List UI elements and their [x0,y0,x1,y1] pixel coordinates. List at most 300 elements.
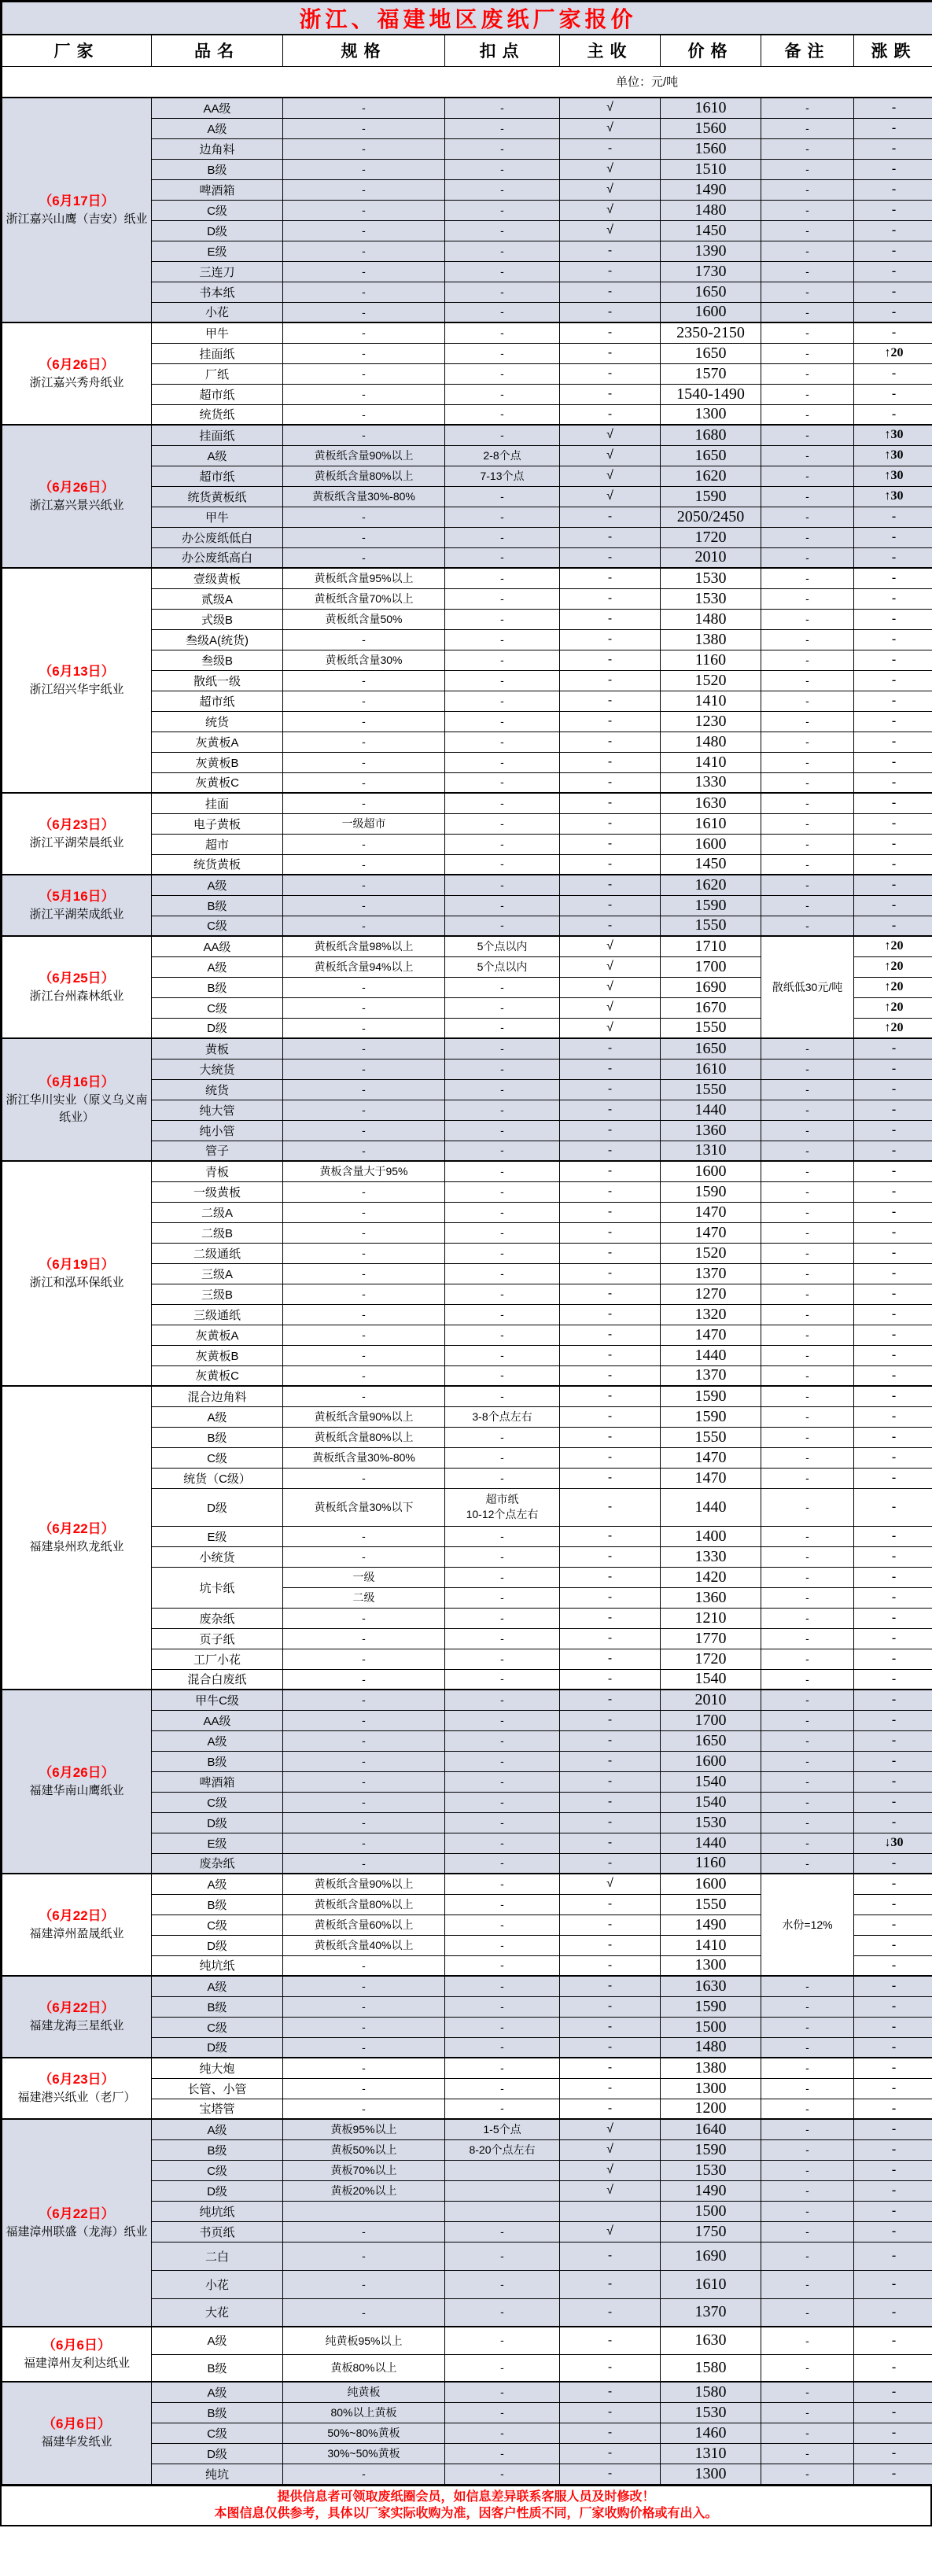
spec-cell: - [283,404,445,425]
deduction-cell: - [445,1468,560,1488]
factory-section [2,2382,932,2484]
price-cell: 1490 [661,179,761,200]
deduction-cell: - [445,2058,560,2078]
product-cell: 纯坑纸 [152,1955,283,1976]
note-cell: - [761,1567,854,1587]
note-cell: - [761,752,854,772]
factory-cell [2,1161,152,1386]
factory-date: （6月16日） [39,1074,115,1089]
product-cell: 长管、小管 [152,2078,283,2099]
product-cell: C级 [152,1914,283,1935]
deduction-cell: - [445,1526,560,1546]
spec-cell: - [283,118,445,138]
main-collect-cell: - [560,793,661,813]
product-cell: 甲牛 [152,322,283,343]
note-cell: - [761,486,854,507]
product-cell: B级 [152,977,283,997]
price-change-cell: - [854,1669,932,1690]
note-cell: - [761,98,854,118]
product-cell: 小统货 [152,1546,283,1567]
price-change-cell: - [854,1792,932,1812]
product-cell: E级 [152,1833,283,1853]
spec-cell: - [283,977,445,997]
deduction-cell: - [445,1386,560,1406]
price-cell: 1700 [661,1710,761,1730]
price-cell: 1480 [661,732,761,752]
note-cell: - [761,1079,854,1100]
factory-name: 浙江绍兴华宇纸业 [29,683,124,696]
main-collect-cell: - [560,547,661,568]
price-change-cell: - [854,1628,932,1649]
deduction-cell: - [445,1669,560,1690]
product-cell: B级 [152,1894,283,1914]
product-cell: D级 [152,1935,283,1955]
price-change-cell: - [854,1447,932,1468]
deduction-cell: - [445,2017,560,2037]
note-cell: - [761,1386,854,1406]
main-collect-cell: - [560,2099,661,2119]
price-change-cell: ↑20 [854,343,932,363]
spec-cell: - [283,363,445,384]
price-change-cell: - [854,1263,932,1284]
spec-cell: 一级 [283,1567,445,1587]
factory-date: （6月17日） [39,193,115,208]
note-cell: - [761,2382,854,2402]
product-cell: B级 [152,2139,283,2160]
product-cell: 灰黄板C [152,772,283,793]
deduction-cell: - [445,2327,560,2354]
price-change-cell: - [854,916,932,936]
note-cell: - [761,1587,854,1608]
price-cell: 1590 [661,1181,761,1202]
factory-name: 浙江嘉兴景兴纸业 [29,499,124,512]
price-change-cell: - [854,118,932,138]
price-change-cell: - [854,1587,932,1608]
price-cell: 1540 [661,1669,761,1690]
note-cell: - [761,2160,854,2180]
spec-cell: - [283,793,445,813]
product-cell: 统货纸 [152,404,283,425]
deduction-cell: - [445,2221,560,2242]
price-cell: 1470 [661,1325,761,1345]
main-collect-cell: - [560,1730,661,1751]
spec-cell: - [283,1853,445,1874]
main-collect-cell: √ [560,200,661,220]
spec-cell: - [283,2099,445,2119]
spec-cell: 黄板纸含量30%-80% [283,1447,445,1468]
price-cell: 1540 [661,1792,761,1812]
price-change-cell: - [854,2327,932,2354]
spec-cell: - [283,916,445,936]
deduction-cell: - [445,1894,560,1914]
factory-name: 福建龙海三星纸业 [29,2019,124,2032]
spec-cell: 黄板纸含量80%以上 [283,466,445,486]
note-cell: - [761,1526,854,1546]
table-row [2,2058,932,2078]
column-header-product: 品名 [152,35,283,66]
spec-cell: 80%以上黄板 [283,2402,445,2423]
footer-notice [2,2485,930,2525]
factory-cell [2,875,152,936]
main-collect-cell: - [560,1284,661,1304]
price-change-cell: - [854,1222,932,1243]
factory-cell [2,936,152,1038]
note-cell: - [761,1771,854,1792]
price-change-cell: - [854,609,932,629]
product-cell: A级 [152,1874,283,1894]
price-cell: 1690 [661,977,761,997]
main-collect-cell: - [560,1526,661,1546]
unit-cell [2,66,932,98]
deduction-cell: - [445,1649,560,1669]
price-change-cell: - [854,507,932,527]
product-cell: E级 [152,1526,283,1546]
spec-cell: - [283,1833,445,1853]
table-row [2,875,932,895]
deduction-cell: - [445,261,560,282]
factory-name: 福建漳州联盛（龙海）纸业 [6,2225,148,2239]
factory-section [2,1690,932,1874]
product-cell: 废杂纸 [152,1853,283,1874]
price-cell: 1620 [661,875,761,895]
price-change-cell: - [854,1304,932,1325]
deduction-cell: - [445,2099,560,2119]
product-cell: 三级B [152,1284,283,1304]
product-cell: A级 [152,875,283,895]
note-cell: - [761,547,854,568]
product-cell: 管子 [152,1141,283,1161]
deduction-cell: - [445,1976,560,1996]
factory-cell [2,2119,152,2327]
product-cell: 宝塔管 [152,2099,283,2119]
main-collect-cell: - [560,1406,661,1427]
deduction-cell: - [445,1304,560,1325]
product-cell: D级 [152,2037,283,2058]
spec-cell: - [283,1365,445,1386]
main-collect-cell: - [560,138,661,159]
price-cell: 1360 [661,1120,761,1141]
deduction-cell: - [445,1587,560,1608]
main-collect-cell: - [560,1628,661,1649]
price-change-cell: - [854,2354,932,2382]
deduction-cell: - [445,384,560,404]
price-cell: 1550 [661,1427,761,1447]
product-cell: 统货黄板 [152,854,283,875]
spec-cell: 黄板80%以上 [283,2354,445,2382]
main-collect-cell: √ [560,220,661,241]
price-change-cell: - [854,2270,932,2298]
price-cell: 1310 [661,2443,761,2464]
product-cell: D级 [152,220,283,241]
price-change-cell: - [854,1874,932,1894]
spec-cell: - [283,1955,445,1976]
spec-cell: 黄板纸含量90%以上 [283,1406,445,1427]
note-cell: - [761,527,854,547]
main-collect-cell: - [560,322,661,343]
price-cell: 1440 [661,1833,761,1853]
price-cell: 1690 [661,2242,761,2270]
spec-cell: - [283,1771,445,1792]
product-cell: 叁级B [152,650,283,670]
note-cell: - [761,588,854,609]
column-header-deduction: 扣点 [445,35,560,66]
note-cell: - [761,2242,854,2270]
spec-cell: 一级超市 [283,813,445,834]
price-cell: 1420 [661,1567,761,1587]
note-cell: - [761,1669,854,1690]
deduction-cell: - [445,2464,560,2484]
factory-section [2,322,932,425]
note-cell: - [761,2139,854,2160]
product-cell: 甲牛 [152,507,283,527]
deduction-cell: - [445,220,560,241]
main-collect-cell: - [560,2298,661,2327]
note-cell: - [761,179,854,200]
price-change-cell: - [854,1100,932,1120]
price-cell: 1580 [661,2382,761,2402]
deduction-cell: - [445,1120,560,1141]
price-change-cell: ↑20 [854,997,932,1018]
product-cell: D级 [152,1812,283,1833]
price-change-cell: - [854,1812,932,1833]
price-change-cell: - [854,404,932,425]
price-change-cell: - [854,1526,932,1546]
price-change-cell: - [854,588,932,609]
price-cell: 1400 [661,1526,761,1546]
spec-cell: - [283,1263,445,1284]
main-collect-cell: - [560,1812,661,1833]
factory-cell [2,2058,152,2119]
deduction-cell: - [445,834,560,854]
main-collect-cell: - [560,261,661,282]
main-collect-cell: - [560,302,661,322]
price-cell: 1450 [661,220,761,241]
note-cell: - [761,425,854,445]
deduction-cell: - [445,1284,560,1304]
main-collect-cell: - [560,1996,661,2017]
note-cell: - [761,793,854,813]
main-collect-cell: - [560,609,661,629]
factory-section [2,2119,932,2327]
main-collect-cell: - [560,732,661,752]
spec-cell: - [283,1792,445,1812]
factory-date: （6月13日） [39,664,115,679]
price-cell: 1640 [661,2119,761,2139]
product-cell: 壹级黄板 [152,568,283,588]
factory-section [2,1874,932,1976]
product-cell: 纯坑纸 [152,2201,283,2221]
spec-cell: 黄板20%以上 [283,2180,445,2201]
factory-section [2,875,932,936]
note-cell: - [761,2221,854,2242]
factory-section [2,2327,932,2382]
note-cell: - [761,2464,854,2484]
main-collect-cell: - [560,670,661,691]
note-cell: - [761,1833,854,1853]
spec-cell: - [283,1526,445,1546]
product-cell: A级 [152,2119,283,2139]
deduction-cell: - [445,2443,560,2464]
product-cell: A级 [152,1976,283,1996]
deduction-cell: - [445,1325,560,1345]
main-collect-cell: - [560,772,661,793]
main-collect-cell: - [560,1894,661,1914]
product-cell: B级 [152,1751,283,1771]
factory-section [2,936,932,1038]
price-cell: 2350-2150 [661,322,761,343]
price-cell: 1540 [661,1771,761,1792]
spec-cell: - [283,1730,445,1751]
price-cell: 1600 [661,1161,761,1181]
product-cell: 灰黄板A [152,732,283,752]
spec-cell: - [283,2058,445,2078]
main-collect-cell: - [560,1059,661,1079]
price-cell: 1490 [661,1914,761,1935]
price-cell: 1650 [661,445,761,466]
note-cell: - [761,2423,854,2443]
price-change-cell: - [854,1406,932,1427]
price-cell: 1710 [661,936,761,956]
main-collect-cell: √ [560,159,661,179]
price-change-cell: - [854,261,932,282]
price-cell: 1590 [661,1386,761,1406]
price-cell: 2050/2450 [661,507,761,527]
note-cell: - [761,1546,854,1567]
deduction-cell: - [445,1935,560,1955]
deduction-cell: - [445,1447,560,1468]
factory-date: （6月19日） [39,1257,115,1272]
price-cell: 1410 [661,752,761,772]
main-collect-cell: - [560,1468,661,1488]
product-cell: D级 [152,2443,283,2464]
product-cell: 小花 [152,2270,283,2298]
product-cell: 挂面纸 [152,425,283,445]
note-cell: - [761,2201,854,2221]
product-cell: A级 [152,1406,283,1427]
spec-cell: - [283,1628,445,1649]
deduction-cell: - [445,2402,560,2423]
deduction-cell: - [445,1812,560,1833]
unit-label: 单位：元/吨 [616,76,679,90]
price-cell: 1610 [661,1059,761,1079]
note-cell: - [761,282,854,302]
deduction-cell: - [445,1427,560,1447]
product-cell: 大统货 [152,1059,283,1079]
factory-section [2,793,932,875]
price-cell: 2010 [661,1690,761,1710]
price-change-cell: - [854,1996,932,2017]
price-change-cell: - [854,2464,932,2484]
price-cell: 1540-1490 [661,384,761,404]
spec-cell: 30%~50%黄板 [283,2443,445,2464]
product-cell: C级 [152,200,283,220]
spec-cell: - [283,302,445,322]
note-cell: - [761,1345,854,1365]
deduction-cell: - [445,98,560,118]
product-cell: 叁级A(统货) [152,629,283,650]
note-cell: - [761,1120,854,1141]
main-collect-cell: - [560,895,661,916]
main-collect-cell: - [560,2354,661,2382]
note-cell: - [761,2119,854,2139]
price-cell: 1570 [661,363,761,384]
factory-name: 浙江嘉兴山鹰（吉安）纸业 [6,212,148,226]
spec-cell: - [283,322,445,343]
spec-cell: - [283,1018,445,1038]
price-change-cell: - [854,1894,932,1914]
main-collect-cell: - [560,1587,661,1608]
spec-cell: - [283,670,445,691]
price-cell: 1300 [661,2464,761,2484]
spec-cell: 黄板纸含量60%以上 [283,1914,445,1935]
product-cell: 式级B [152,609,283,629]
price-change-cell: - [854,1649,932,1669]
note-cell: - [761,2270,854,2298]
product-cell: 青板 [152,1161,283,1181]
product-cell: B级 [152,1996,283,2017]
spec-cell: 50%~80%黄板 [283,2423,445,2443]
price-cell: 1550 [661,1894,761,1914]
deduction-cell: - [445,854,560,875]
price-change-cell: - [854,1468,932,1488]
product-cell: AA级 [152,936,283,956]
price-cell: 1520 [661,1243,761,1263]
price-change-cell: - [854,2242,932,2270]
price-cell: 1390 [661,241,761,261]
deduction-cell: - [445,200,560,220]
spec-cell: - [283,1222,445,1243]
note-cell: - [761,2443,854,2464]
note-cell: - [761,916,854,936]
deduction-cell: - [445,1710,560,1730]
main-collect-cell: √ [560,2160,661,2180]
spec-cell: - [283,1141,445,1161]
table-row [2,1976,932,1996]
table-row [2,2327,932,2354]
main-collect-cell: - [560,1447,661,1468]
price-change-cell: - [854,834,932,854]
main-collect-cell: √ [560,2180,661,2201]
spec-cell: - [283,1038,445,1059]
price-cell: 1680 [661,425,761,445]
spec-cell: - [283,159,445,179]
deduction-cell: 5个点以内 [445,936,560,956]
deduction-cell: 7-13个点 [445,466,560,486]
price-cell: 1300 [661,404,761,425]
spec-cell: - [283,772,445,793]
factory-section [2,425,932,568]
deduction-cell: - [445,2382,560,2402]
spec-cell: - [283,875,445,895]
factory-name: 浙江台州森林纸业 [29,989,124,1003]
price-change-cell: - [854,1141,932,1161]
main-collect-cell: - [560,384,661,404]
price-change-cell: - [854,2139,932,2160]
spec-cell: 黄板纸含量94%以上 [283,956,445,977]
spec-cell: - [283,2037,445,2058]
deduction-cell: - [445,1690,560,1710]
note-cell: - [761,1628,854,1649]
spec-cell: 黄板纸含量95%以上 [283,568,445,588]
deduction-cell: - [445,1243,560,1263]
deduction-cell: - [445,916,560,936]
product-cell: C级 [152,1792,283,1812]
spec-cell: 黄板纸含量30%以下 [283,1488,445,1526]
note-cell: - [761,1141,854,1161]
product-cell: 纯大炮 [152,2058,283,2078]
main-collect-cell: - [560,1608,661,1628]
factory-name: 浙江华川实业（原义乌义南纸业） [6,1093,148,1124]
